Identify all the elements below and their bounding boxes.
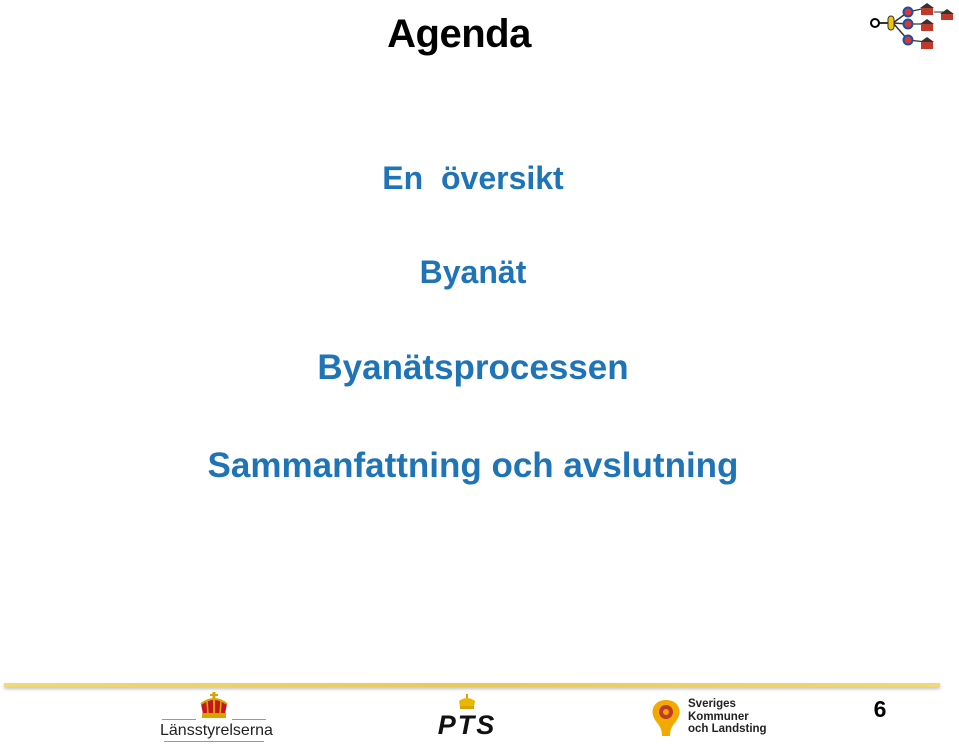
footer-divider [4, 683, 940, 687]
agenda-item-byanatsprocessen: Byanätsprocessen [317, 348, 629, 387]
skl-label [688, 698, 768, 736]
logo-rule-bottom [164, 741, 264, 742]
logo-rule-left [162, 719, 196, 720]
page-number: 6 [873, 696, 887, 722]
agenda-item-byanat: Byanät [419, 254, 527, 290]
skl-emblem-icon [648, 698, 684, 738]
logo-rule-right [232, 719, 266, 720]
slide-title: Agenda [387, 12, 531, 56]
lansstyrelserna-label: Länsstyrelserna [160, 722, 273, 739]
crown-icon [457, 694, 477, 710]
pts-logo [426, 694, 508, 740]
network-logo-icon [866, 2, 956, 54]
pts-label: PTS [437, 710, 497, 740]
skl-label-line-2: Kommuner [688, 710, 749, 723]
skl-label-line-1: Sveriges [688, 698, 736, 710]
agenda-item-summary: Sammanfattning och avslutning [207, 446, 739, 485]
skl-label-line-3: och Landsting [688, 723, 767, 735]
agenda-item-overview: En översikt [382, 160, 564, 196]
crown-icon [197, 692, 231, 720]
skl-logo [648, 696, 767, 740]
lansstyrelserna-logo [160, 692, 273, 744]
